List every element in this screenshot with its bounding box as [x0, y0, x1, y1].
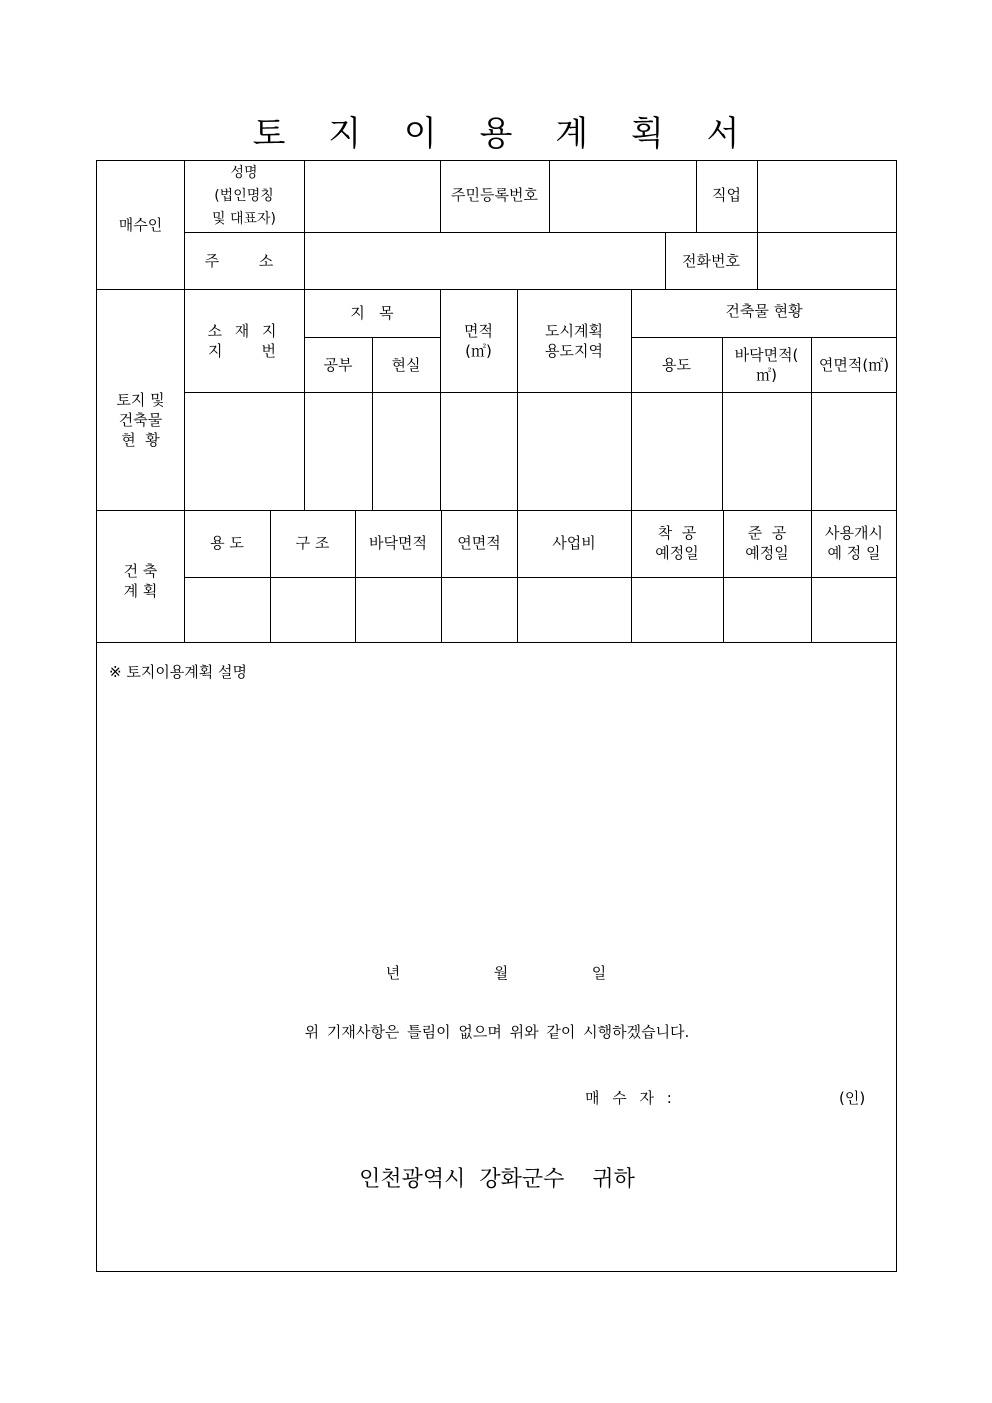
name-field[interactable]: [304, 161, 440, 232]
location-field[interactable]: [184, 392, 304, 510]
building-total-area-label: 연면적(㎡): [818, 355, 890, 374]
building-floor-area-label: 바닥면적( ㎡): [734, 345, 799, 384]
job-field[interactable]: [757, 161, 897, 232]
day-label: 일: [591, 964, 607, 982]
plan-completion-date-field[interactable]: [723, 577, 811, 642]
plan-structure-field[interactable]: [270, 577, 355, 642]
zoning-field[interactable]: [517, 392, 631, 510]
area-field[interactable]: [440, 392, 517, 510]
construction-section-label: 건 축 계 획: [123, 562, 158, 600]
plan-start-date-label: 착 공 예정일: [655, 524, 699, 562]
building-total-area-field[interactable]: [811, 392, 897, 510]
plan-total-area-field[interactable]: [441, 577, 517, 642]
rrn-field[interactable]: [549, 161, 696, 232]
buyer-section-label: 매수인: [118, 216, 163, 234]
pledge-text: 위 기재사항은 틀림이 없으며 위와 같이 시행하겠습니다.: [304, 1023, 690, 1041]
rule: [97, 642, 897, 643]
year-label: 년: [385, 964, 401, 982]
plan-description-label: ※ 토지이용계획 설명: [109, 663, 248, 681]
plan-description-area[interactable]: [109, 689, 885, 939]
building-floor-area-field[interactable]: [722, 392, 811, 510]
phone-label: 전화번호: [682, 251, 740, 270]
zoning-label: 도시계획 용도지역: [545, 321, 603, 360]
recipient-line: 인천광역시 강화군수 귀하: [359, 1167, 635, 1192]
plan-use-start-date-label: 사용개시 예 정 일: [825, 524, 883, 562]
land-use-plan-grid: [96, 160, 897, 1272]
plan-start-date-field[interactable]: [631, 577, 723, 642]
land-section-label: 토지 및 건축물 현 황: [116, 390, 165, 449]
plan-floor-area-label: 바닥면적: [369, 534, 427, 552]
plan-cost-field[interactable]: [517, 577, 631, 642]
address-label: 주 소: [204, 251, 284, 270]
seal-label: (인): [839, 1089, 866, 1107]
month-label: 월: [493, 964, 509, 982]
building-use-field[interactable]: [631, 392, 722, 510]
plan-use-label: 용 도: [210, 534, 244, 552]
plan-completion-date-label: 준 공 예정일: [745, 524, 789, 562]
building-status-label: 건축물 현황: [725, 302, 803, 320]
gongbu-field[interactable]: [304, 392, 372, 510]
plan-use-field[interactable]: [184, 577, 270, 642]
plan-use-start-date-field[interactable]: [811, 577, 897, 642]
location-label: 소 재 지 지 번: [207, 321, 281, 360]
plan-cost-label: 사업비: [552, 534, 596, 552]
gongbu-label: 공부: [323, 355, 353, 374]
name-label: 성명 (법인명칭 및 대표자): [211, 165, 276, 227]
phone-field[interactable]: [757, 232, 897, 289]
hyunsil-label: 현실: [391, 355, 421, 374]
plan-floor-area-field[interactable]: [355, 577, 441, 642]
rrn-label: 주민등록번호: [451, 186, 538, 204]
area-label: 면적 (㎡): [464, 321, 493, 360]
plan-total-area-label: 연면적: [457, 534, 501, 552]
jimok-label: 지 목: [350, 304, 394, 322]
buyer-signature-field[interactable]: [677, 1087, 837, 1109]
document-title: 토 지 이 용 계 획 서: [252, 114, 756, 154]
job-label: 직업: [712, 186, 741, 204]
plan-structure-label: 구 조: [295, 534, 330, 552]
building-use-label: 용도: [662, 355, 691, 374]
buyer-sign-label: 매 수 자 :: [585, 1089, 676, 1107]
address-field[interactable]: [304, 232, 665, 289]
hyunsil-field[interactable]: [372, 392, 440, 510]
